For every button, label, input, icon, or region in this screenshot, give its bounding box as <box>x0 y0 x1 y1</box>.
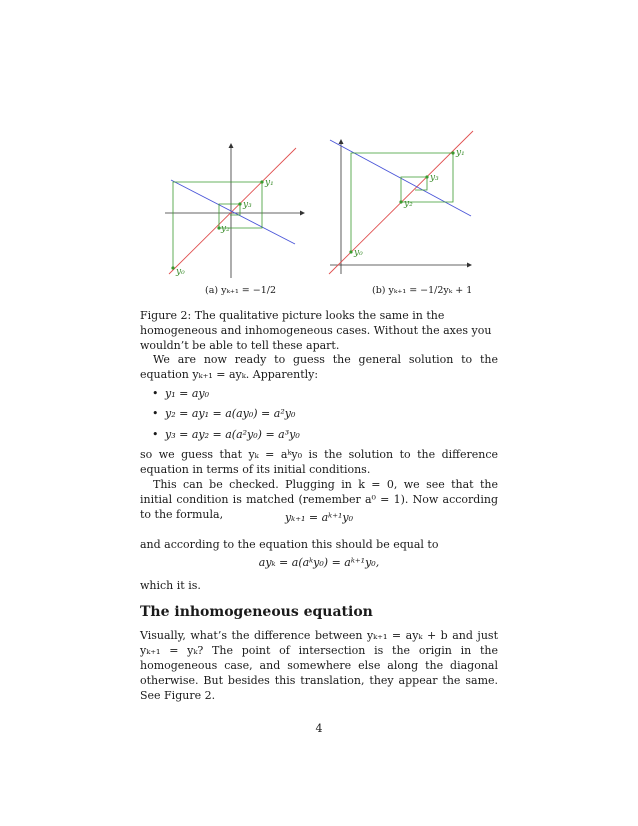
subcaption-a: (a) yₖ₊₁ = −1/2 <box>205 285 276 296</box>
label-y0: y₀ <box>176 267 185 277</box>
label-y1: y₁ <box>265 178 274 188</box>
subcaption-b: (b) yₖ₊₁ = −1/2yₖ + 1 <box>372 285 473 296</box>
paragraph-intro: We are now ready to guess the general solution to the equation yₖ₊₁ = ayₖ. Apparently: <box>140 353 498 381</box>
paragraph-conclusion: which it is. <box>140 579 201 592</box>
label-y3: y₃ <box>243 200 252 210</box>
diagonal-line <box>169 148 296 274</box>
paragraph-guess: so we guess that yₖ = aᵏy₀ is the solution to the difference equation in terms of its initial conditions. <box>140 448 498 476</box>
bullet-item: • y₁ = ay₀ <box>152 387 210 400</box>
label-y3: y₃ <box>430 173 439 183</box>
figure-2b <box>327 128 477 276</box>
label-y1: y₁ <box>456 148 465 158</box>
bullet-item: • y₂ = ay₁ = a(ay₀) = a²y₀ <box>152 407 296 420</box>
bullet-text: y₃ = ay₂ = a(a²y₀) = a³y₀ <box>165 428 300 441</box>
label-y0: y₀ <box>354 248 363 258</box>
section-heading: The inhomogeneous equation <box>140 604 373 620</box>
bullet-item: • y₃ = ay₂ = a(a²y₀) = a³y₀ <box>152 428 300 441</box>
figure-2a <box>163 140 313 280</box>
paragraph-inhomogeneous: Visually, what’s the difference between yₖ₊₁ = ayₖ + b and just yₖ₊₁ = yₖ? The point of intersection is the origin in the homogeneous case, and somewhere else along the diagonal otherwise. But besides this translation, they appear the same. See Figure 2. <box>140 629 498 702</box>
label-y2: y₂ <box>221 224 230 234</box>
map-line <box>171 180 295 244</box>
bullet-text: y₂ = ay₁ = a(ay₀) = a²y₀ <box>165 407 296 420</box>
paragraph-equation: and according to the equation this should be equal to <box>140 538 439 551</box>
equation-formula: yₖ₊₁ = aᵏ⁺¹y₀ <box>284 511 354 524</box>
figure-2a-plot <box>163 140 313 280</box>
label-y2: y₂ <box>404 199 413 209</box>
figure-2b-plot <box>327 128 477 276</box>
bullet-text: y₁ = ay₀ <box>165 387 210 400</box>
paragraph-check: This can be checked. Plugging in k = 0, we see that the initial condition is matched (remember a⁰ = 1). Now according to the formula, <box>140 478 498 521</box>
equation-check: ayₖ = a(aᵏy₀) = aᵏ⁺¹y₀, <box>258 556 380 569</box>
figure-caption: Figure 2: The qualitative picture looks the same in the homogeneous and inhomogeneous cases. Without the axes you wouldn’t be able to tell these apart. <box>140 309 492 352</box>
page-number: 4 <box>315 722 323 735</box>
